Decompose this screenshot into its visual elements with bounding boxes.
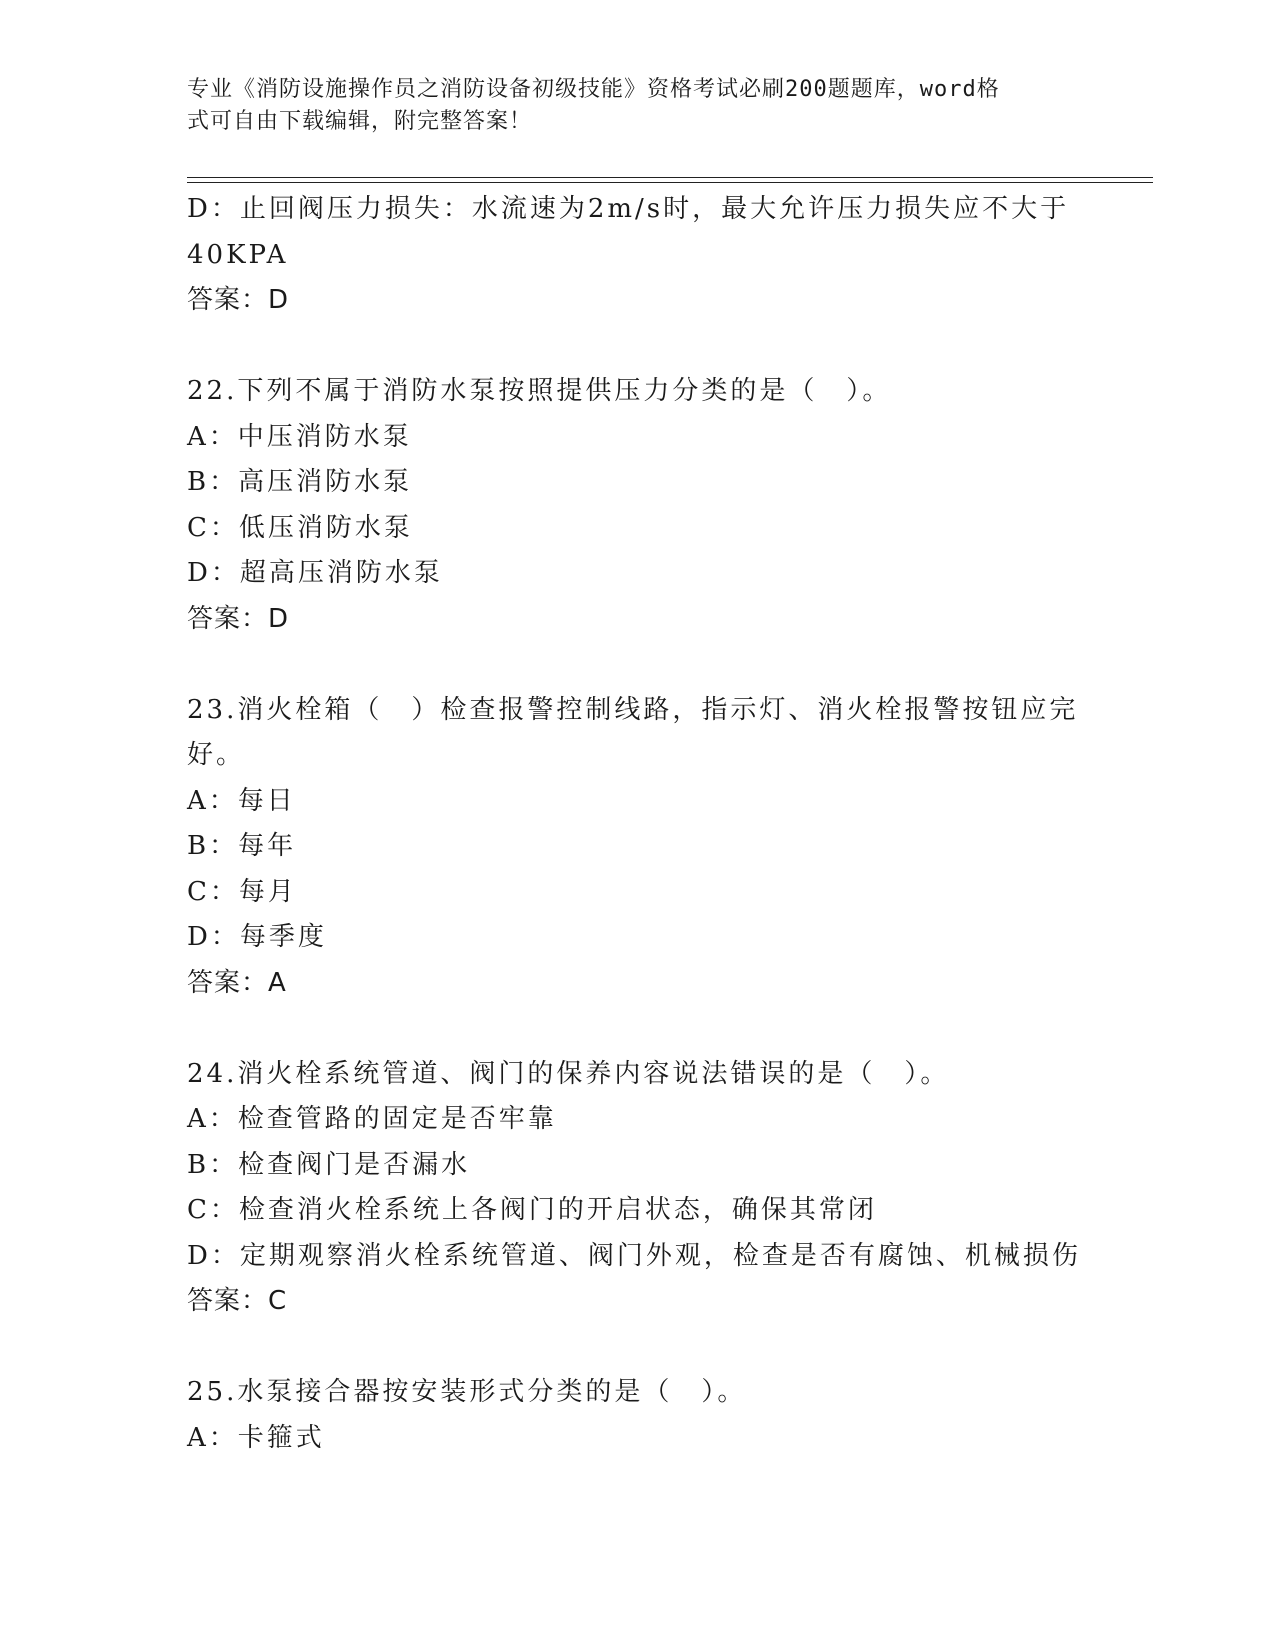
question-23: [187, 688, 1087, 1007]
header-title-line-1: 专业《消防设施操作员之消防设备初级技能》资格考试必刷200题题库，word格: [187, 77, 1000, 102]
question-25: [187, 1370, 1087, 1461]
question-24: [187, 1052, 1087, 1325]
header-title-line-2: 式可自由下载编辑，附完整答案！: [187, 109, 533, 134]
question-list: [187, 187, 1087, 1461]
option-d-continued: 40KPA: [187, 239, 289, 270]
answer-label: 答案：D: [187, 603, 290, 634]
option-d: D：超高压消防水泵: [187, 558, 443, 588]
header-divider-bottom: [187, 182, 1153, 183]
question-stem: 24.消火栓系统管道、阀门的保养内容说法错误的是（ ）。: [187, 1058, 950, 1089]
question-22: [187, 369, 1087, 642]
spacer: [187, 324, 1087, 370]
option-a: A：每日: [187, 785, 296, 816]
answer-label: 答案：D: [187, 285, 290, 315]
header-divider-top: [187, 177, 1153, 178]
question-stem: 25.水泵接合器按安装形式分类的是（ ）。: [187, 1377, 747, 1407]
question-stem-continued: 好。: [187, 740, 246, 770]
spacer: [187, 1006, 1087, 1052]
option-d: D：定期观察消火栓系统管道、阀门外观，检查是否有腐蚀、机械损伤: [187, 1240, 1081, 1271]
spacer: [187, 642, 1087, 688]
option-a: A：检查管路的固定是否牢靠: [187, 1104, 557, 1134]
answer-label: 答案：C: [187, 1286, 288, 1316]
option-d: D：每季度: [187, 922, 327, 952]
answer-label: 答案：A: [187, 967, 287, 998]
option-b: B：高压消防水泵: [187, 467, 413, 497]
question-21-continued: [187, 187, 1087, 324]
option-b: B：每年: [187, 831, 297, 861]
option-c: C：低压消防水泵: [187, 512, 413, 543]
option-a: A：卡箍式: [187, 1422, 325, 1453]
option-d: D：止回阀压力损失：水流速为2m/s时，最大允许压力损失应不大于: [187, 194, 1070, 224]
page-header: [187, 74, 1067, 138]
option-a: A：中压消防水泵: [187, 421, 412, 452]
spacer: [187, 1325, 1087, 1371]
option-b: B：检查阀门是否漏水: [187, 1149, 471, 1180]
question-stem: 23.消火栓箱（ ）检查报警控制线路，指示灯、消火栓报警按钮应完: [187, 694, 1079, 725]
option-c: C：每月: [187, 876, 297, 907]
option-c: C：检查消火栓系统上各阀门的开启状态，确保其常闭: [187, 1195, 877, 1225]
question-stem: 22.下列不属于消防水泵按照提供压力分类的是（ ）。: [187, 376, 892, 406]
